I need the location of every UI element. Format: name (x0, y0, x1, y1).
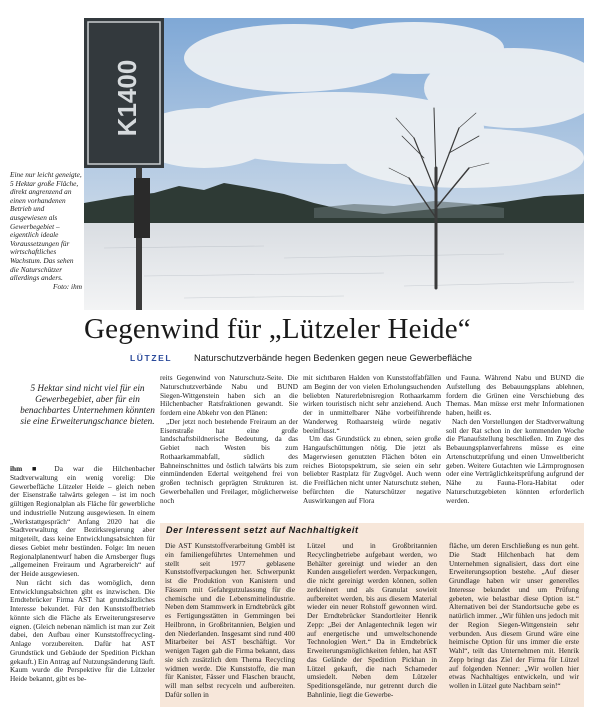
info-box-title: Der Interessent setzt auf Nachhaltigkeit (166, 525, 359, 535)
info-box-column-2 (307, 542, 437, 700)
paragraph: mit sichtbaren Halden von Kunststoffabfällen am Beginn der von vielen Erholungsuchenden beliebten Naturerlebnisregion Rothaarkamm wirken touristisch nicht sehr anziehend. Auch der in unmittelbarer Nähe vorbeiführende Wanderweg Rothaarsteig würde negativ beeinflusst.“ (303, 373, 441, 435)
info-box-column-1 (165, 542, 295, 700)
paragraph: „Der jetzt noch bestehende Freiraum an der Eisenstraße hat eine große landschaftsbildnerische Bedeutung, da das Gebiet nach Westen bis zum Rothaarkammabfall, südlich des Bahneinschnittes und östlich talwärts bis zum einmündenden Edertal weitgehend frei von großen technisch geprägten Strukturen ist. Gewerbehallen und Freilager, möglicherweise noch (160, 416, 298, 505)
article-headline: Gegenwind für „Lützeler Heide“ (84, 313, 471, 345)
caption-text: Eine nur leicht geneigte, 5 Hektar große Fläche, direkt angrenzend an einen vorhandenen Betrieb und ausgewiesen als Gewerbegebiet – eigentlich ideale Voraussetzungen für wirtschaftliches Wachstum. Das sehen die Naturschützer allerdings anders. (10, 170, 82, 283)
location-kicker: LÜTZEL (130, 353, 173, 363)
paragraph: fläche, um deren Erschließung es nun geht. Die Stadt Hilchenbach hat dem Unternehmen signalisiert, dass dort eine Erweiterungsoption bestehe. „Auf dieser Grundlage haben wir unser generelles Interesse bekundet und um Prüfung gebeten, wie belastbar diese Option ist.“ Alternativen bei der Standortsuche gebe es natürlich immer. „Wir fühlen uns jedoch mit der Region Siegen-Wittgenstein sehr verbunden. Aus diesem Grund wäre eine heimische Option für uns immer die erste Wahl“, teilt das Unternehmen mit. Henrik Zepp bringt das Ziel der Firma für Lützel auf folgenden Nenner: „Wir wollen hier etwas Nachhaltiges entwickeln, und wir wollen in Lützel gute Nachbarn sein!“ (449, 541, 579, 690)
paragraph: Nach den Vorstellungen der Stadtverwaltung soll der Rat schon in der kommenden Woche die Planaufstellung beschließen. Im Zuge des Bebauungsplanverfahrens müsse es eine Artenschutzprüfung und einen Umweltbericht geben. Weitere Gutachten wie Lärmprognosen oder eine Verträglichkeitsprüfung aufgrund der Nähe zu Fauna-Flora-Habitat oder Naturschutzgebieten könnten erforderlich werden. (446, 416, 584, 505)
landscape-photo (84, 18, 584, 310)
article-column-3 (303, 374, 441, 505)
paragraph: Nun rächt sich das womöglich, denn Entwicklungsabsichten gibt es inzwischen. Die Erndtebrücker Firma AST hat grundsätzliches Interesse bekundet. Für den Kunststoffbetrieb könnte sich die Fläche als Erweiterungsreserve eignen. (Gleich nebenan nämlich ist man zur Zeit dabei, den Aufbau einer Kunststoffrecycling-Anlage vorzubereiten. Dafür hat AST Grundstück und Gebäude der Spedition Pickhan gekauft.) Ein Antrag auf Nutzungsänderung läuft. Kaum wurde die Perspektive für die Lützeler Heide bekannt, gibt es be- (10, 577, 155, 683)
article-column-4 (446, 374, 584, 505)
kicker-row (130, 353, 570, 367)
author-tag: ihm (10, 464, 23, 473)
info-box-column-3 (449, 542, 579, 691)
article-teaser: 5 Hektar sind nicht viel für ein Gewerbegebiet, aber für ein benachbartes Unternehmen könnten sie eine Erweiterungschance bieten. (20, 384, 155, 427)
paragraph: und Fauna. Während Nabu und BUND die Aufstellung des Bebauungsplans ablehnen, fordern die Grünen eine Verschiebung des Themas. Man müsse erst mehr Informationen haben, heißt es. (446, 373, 584, 417)
article-column-1 (10, 465, 155, 684)
paragraph-text: ■ Da war die Hilchenbacher Stadtverwaltung ein wenig vorelig: Die Gewerbefläche Lützeler Heide – gleich neben der Eisenstraße talwärts gelegen – ist im noch gültigen Regionalplan als Fläche für gewerbliche und industrielle Nutzung ausgewiesen. In einem „Werkstattgespräch“ Anfang 2020 hat die Stadtverwaltung der Bezirksregierung aber mitgeteilt, dass keine Entwicklungsabsichten für dieses Gebiet mehr bestünden. Folge: Im neuen Regionalplanentwurf haben die Arnsberger flugs „allgemeinen Freiraum und Agrarbereich“ auf der Heide ausgewiesen. (10, 464, 155, 578)
paragraph: Um das Grundstück zu ebnen, seien große Hangaufschüttungen nötig. Die jetzt als Magerwiesen genutzten Flächen böten ein reiches Biotopspektrum, sie seien ein sehr beliebter Rastplatz für Zugvögel. Auch wenn die Freiflächen nicht unter Naturschutz stehen, befürchten die Naturschützer negative Auswirkungen auf Flora (303, 434, 441, 505)
paragraph: reits Gegenwind von Naturschutz-Seite. Die Naturschutzverbände Nabu und BUND Siegen-Wittgenstein haben sich an die Hilchenbacher Ratsfraktionen gewandt. Sie fordern eine Abkehr von den Plänen: (160, 373, 298, 417)
paragraph: Lützel und in Großbritannien Recyclingbetriebe aufgebaut werden, wo Behälter gereinigt und wieder an den Kunden ausgeliefert werden. Verpackungen, die nicht gereinigt werden können, sollen zerkleinert und als Granulat sowieit aufbereitet werden, bis aus diesem Material wieder ein neuer Rohstoff gewonnen wird. Der Erndtebrücker Standortleiter Henrik Zepp: „Bei der Anlagentechnik legen wir auf energetische und umweltschonende Technologien Wert.“ Da in Erndtebrück Erweiterungsmöglichkeiten fehlen, hat AST das Gelände der Spedition Pickhan in Lützel gekauft, die nach Schameder umsiedelt. Neben dem Lützeler Speditionsgelände, nur getrennt durch die Bahnlinie, liegt die Gewerbe- (307, 541, 437, 699)
photo-credit: Foto: ihm (53, 281, 82, 291)
paragraph (10, 465, 155, 579)
paragraph: Die AST Kunststoffverarbeitung GmbH ist ein familiengeführtes Unternehmen und stellt seit 1977 geblasene Kunststoffverpackungen her. Schwerpunkt ist die Produktion von Kanistern und Fässern mit Gefahrgutzulassung für die chemische und die Lebensmittelindustrie. Neben dem Stammwerk in Erndtebrück gibt es Fertigungsstätten in Gemmingen bei Heilbronn, in Großbritannien, Belgien und den Niederlanden. Insgesamt sind rund 400 Mitarbeiter bei AST beschäftigt. Vor wenigen Tagen gab die Firma bekannt, dass sie sich zusätzlich dem Thema Recycling widmen werde. Die Kunststoffe, die man für Kanister, Fässer und Flaschen braucht, will man selbst recyceln und aufbereiten. Dafür sollen in (165, 541, 295, 699)
info-box (160, 523, 584, 707)
article-column-2 (160, 374, 298, 505)
sign-number: K1400 (112, 59, 142, 137)
snow-field (84, 223, 584, 310)
article-subhead: Naturschutzverbände hegen Bedenken gegen neue Gewerbefläche (194, 353, 473, 363)
photo-caption (10, 171, 82, 291)
